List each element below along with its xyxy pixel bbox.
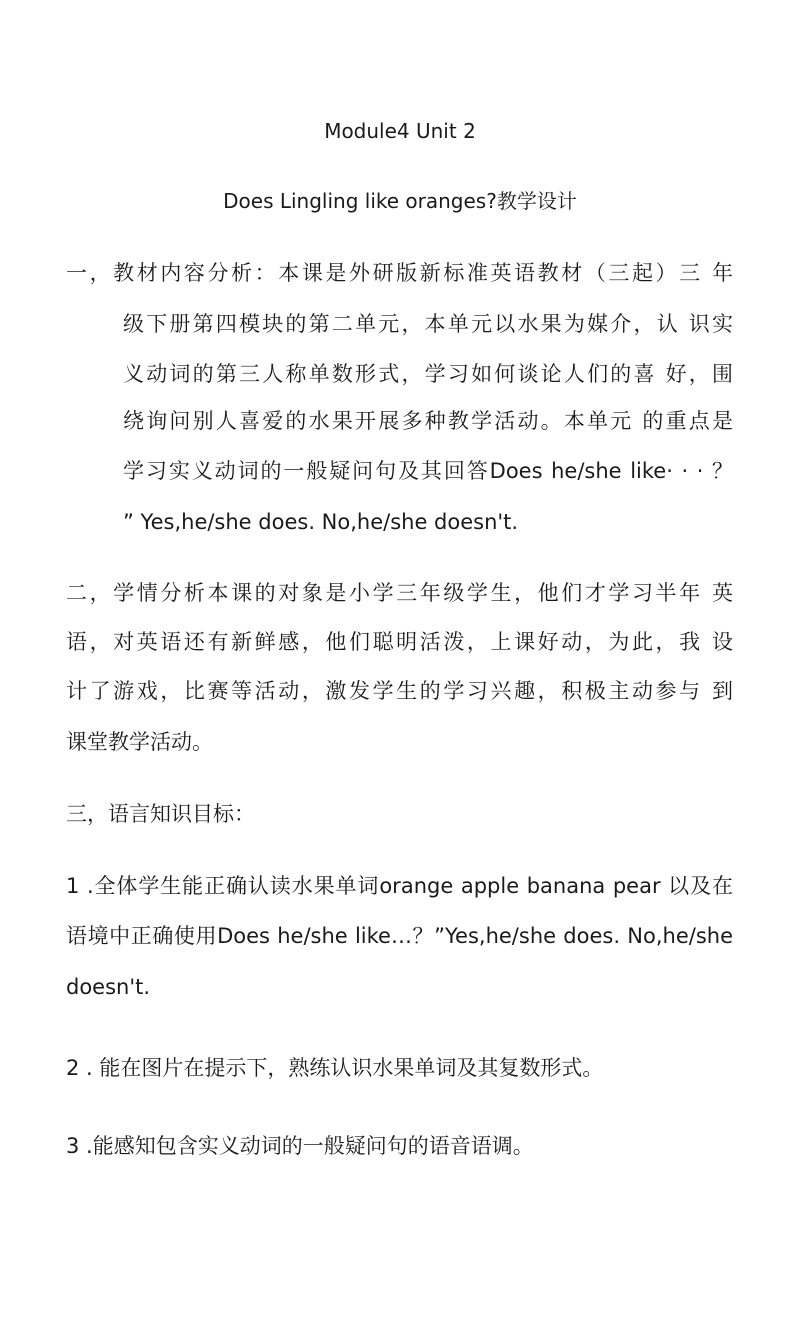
item3-line: 3 .能感知包含实义动词的一般疑问句的语音语调。	[66, 1134, 534, 1158]
section1-line-1: 一，教材内容分析：本课是外研版新标准英语教材（三起）三 年	[66, 261, 733, 285]
item1-line-1: 1 .全体学生能正确认读水果单词orange apple banana pear 以及在	[66, 874, 733, 898]
section2-line-1: 二，学情分析本课的对象是小学三年级学生，他们才学习半年 英	[66, 581, 733, 605]
section1-line-4: 绕询问别人喜爱的水果开展多种教学活动。本单元 的重点是	[123, 409, 733, 433]
section1-line-2: 级下册第四模块的第二单元，本单元以水果为媒介，认 识实	[123, 312, 733, 336]
section2-line-4: 课堂教学活动。	[66, 730, 213, 754]
section2-line-2: 语，对英语还有新鲜感，他们聪明活泼，上课好动，为此，我 设	[66, 630, 733, 654]
section1-line-5: 学习实义动词的一般疑问句及其回答Does he/she like· · · ？	[123, 459, 733, 483]
item1-line-2: 语境中正确使用Does he/she like…？”Yes,he/she does. No,he/she	[66, 924, 733, 948]
section1-line-3: 义动词的第三人称单数形式，学习如何谈论人们的喜 好，围	[123, 362, 733, 386]
title-module: Module4 Unit 2	[324, 119, 476, 143]
section1-line-6: ” Yes,he/she does. No,he/she doesn't.	[123, 510, 519, 534]
title-lesson: Does Lingling like oranges?教学设计	[223, 189, 577, 213]
section2-line-3: 计了游戏，比赛等活动，激发学生的学习兴趣，积极主动参与 到	[66, 679, 733, 703]
item2-line: 2 . 能在图片在提示下，熟练认识水果单词及其复数形式。	[66, 1056, 604, 1080]
section3-heading: 三，语言知识目标：	[66, 802, 255, 826]
item1-line-3: doesn't.	[66, 975, 151, 999]
